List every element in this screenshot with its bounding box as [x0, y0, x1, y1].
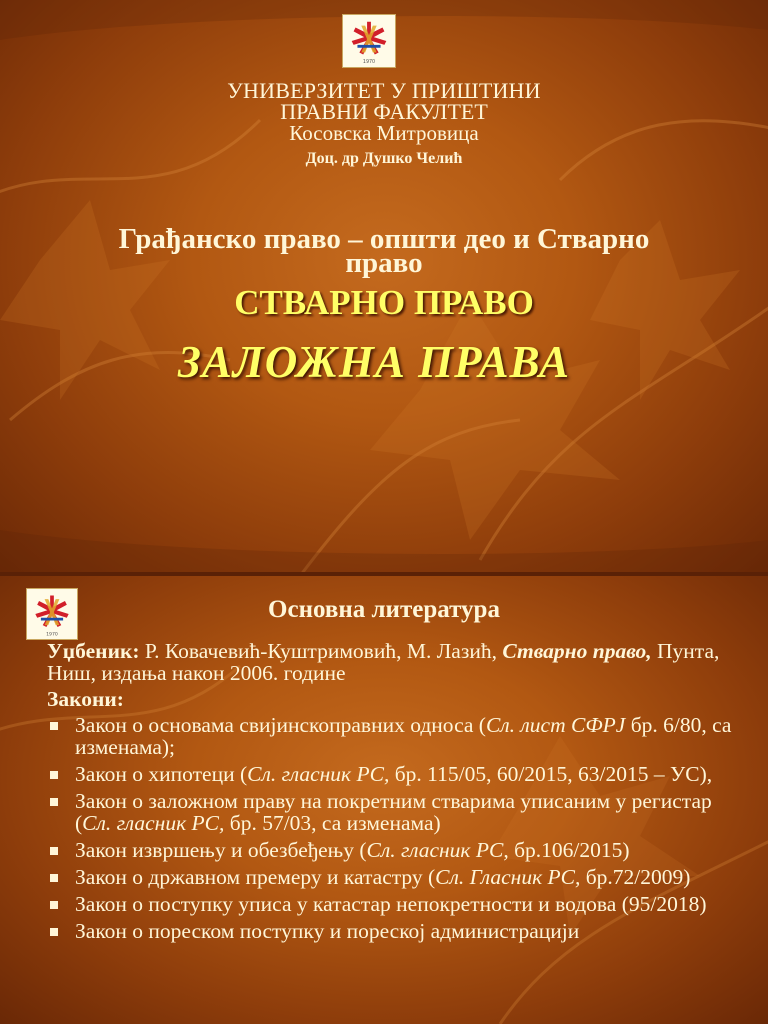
svg-text:1970: 1970: [362, 60, 376, 66]
literature-body: [47, 640, 737, 947]
laws-label: Закони:: [47, 687, 124, 711]
bullet-icon: [50, 771, 58, 779]
faculty-name: ПРАВНИ ФАКУЛТЕТ: [280, 99, 488, 124]
list-item: Закон о поступку уписа у катастар непокретности и водова (95/2018): [47, 893, 737, 915]
svg-text:1970: 1970: [46, 632, 58, 638]
bullet-icon: [50, 847, 58, 855]
textbook-label: Уџбеник:: [47, 639, 140, 663]
textbook-authors: Р. Ковачевић-Куштримовић, М. Лазић,: [139, 639, 503, 663]
subject-title: СТВАРНО ПРАВО: [234, 283, 534, 322]
literature-title: Основна литература: [268, 596, 500, 623]
textbook-title: Стварно право,: [502, 639, 652, 663]
bullet-icon: [50, 722, 58, 730]
textbook-paragraph: [47, 640, 737, 684]
list-item: Закон извршењу и обезбеђењу (Сл. гласник РС, бр.106/2015): [47, 839, 737, 861]
topic-title: ЗАЛОЖНА ПРАВА: [177, 337, 570, 387]
university-name: УНИВЕРЗИТЕТ У ПРИШТИНИ: [227, 78, 541, 103]
university-emblem-icon: [342, 14, 396, 68]
list-item: Закон о заложном праву на покретним стварима уписаним у регистар (Сл. гласник РС, бр. 57/03, са изменама): [47, 790, 737, 834]
textbook-publisher: Пунта, Ниш, издања након 2006. године: [47, 639, 720, 685]
city-name: Косовска Митровица: [289, 121, 479, 145]
laws-list: [47, 714, 737, 942]
course-title-line1: Грађанско право – општи део и Стварно: [118, 223, 650, 255]
list-item: Закон о пореском поступку и пореској администрацији: [47, 920, 737, 942]
course-title-line2: право: [345, 247, 423, 279]
list-item: Закон о хипотеци (Сл. гласник РС, бр. 115/05, 60/2015, 63/2015 – УС),: [47, 763, 737, 785]
professor-name: Доц. др Душко Челић: [305, 150, 463, 167]
bullet-icon: [50, 874, 58, 882]
list-item: Закон о државном премеру и катастру (Сл. Гласник РС, бр.72/2009): [47, 866, 737, 888]
list-item: Закон о основама свијинскоправних односа (Сл. лист СФРЈ бр. 6/80, са изменама);: [47, 714, 737, 758]
bullet-icon: [50, 928, 58, 936]
bullet-icon: [50, 901, 58, 909]
bullet-icon: [50, 798, 58, 806]
